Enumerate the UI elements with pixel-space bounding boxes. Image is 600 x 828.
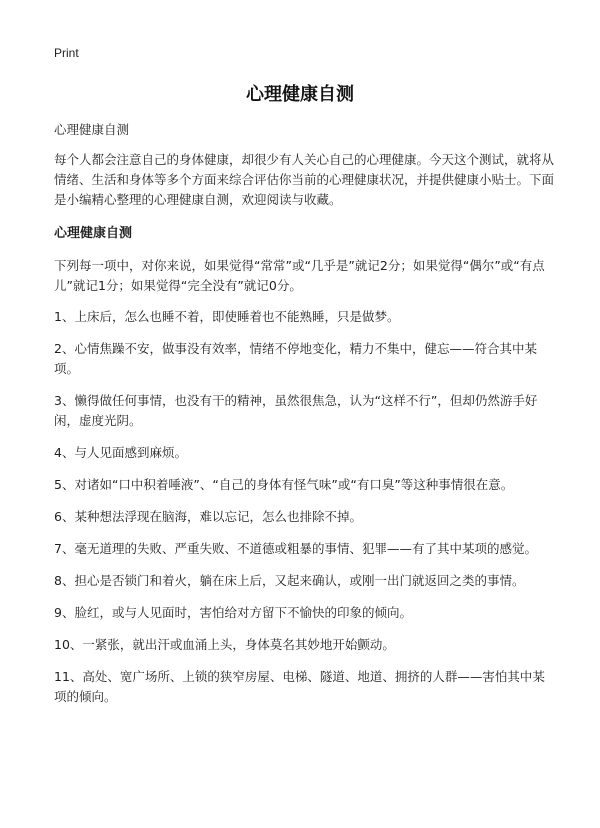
question-item: 3、懒得做任何事情，也没有干的精神，虽然很焦急，认为“这样不行”，但却仍然游手好闲，虚度光阴。: [54, 393, 538, 428]
question-item: 10、一紧张，就出汗或血涌上头，身体莫名其妙地开始颤动。: [54, 637, 395, 652]
print-link[interactable]: Print: [54, 46, 79, 60]
page-title: 心理健康自测: [246, 84, 354, 105]
section-heading: 心理健康自测: [54, 226, 133, 241]
question-item: 1、上床后，怎么也睡不着，即使睡着也不能熟睡，只是做梦。: [54, 309, 400, 324]
article-body: [54, 120, 554, 719]
question-item: 6、某种想法浮现在脑海，难以忘记，怎么也排除不掉。: [54, 509, 362, 524]
intro-paragraph: 每个人都会注意自己的身体健康，却很少有人关心自己的心理健康。今天这个测试，就将从情绪、生活和身体等多个方面来综合评估你当前的心理健康状况，并提供健康小贴士。下面是小编精心整理的心理健康自测，欢迎阅读与收藏。: [54, 152, 555, 207]
question-item: 9、脸红，或与人见面时，害怕给对方留下不愉快的印象的倾向。: [54, 605, 412, 620]
question-list: [54, 307, 554, 707]
question-item: 8、担心是否锁门和着火，躺在床上后，又起来确认，或刚一出门就返回之类的事情。: [54, 573, 525, 588]
article-subtitle: 心理健康自测: [54, 122, 130, 137]
question-item: 7、毫无道理的失败、严重失败、不道德或粗暴的事情、犯罪——有了其中某项的感觉。: [54, 541, 537, 556]
question-item: 5、对诸如“口中积着唾液”、“自己的身体有怪气味”或“有口臭”等这种事情很在意。: [54, 477, 514, 492]
scoring-instructions: 下列每一项中，对你来说，如果觉得“常常”或“几乎是”就记2分；如果觉得“偶尔”或“有点儿”就记1分；如果觉得“完全没有”就记0分。: [54, 258, 545, 293]
question-item: 11、高处、宽广场所、上锁的狭窄房屋、电梯、隧道、地道、拥挤的人群——害怕其中某项的倾向。: [54, 669, 545, 704]
question-item: 4、与人见面感到麻烦。: [54, 445, 187, 460]
question-item: 2、心情焦躁不安，做事没有效率，情绪不停地变化，精力不集中，健忘——符合其中某项。: [54, 341, 537, 376]
